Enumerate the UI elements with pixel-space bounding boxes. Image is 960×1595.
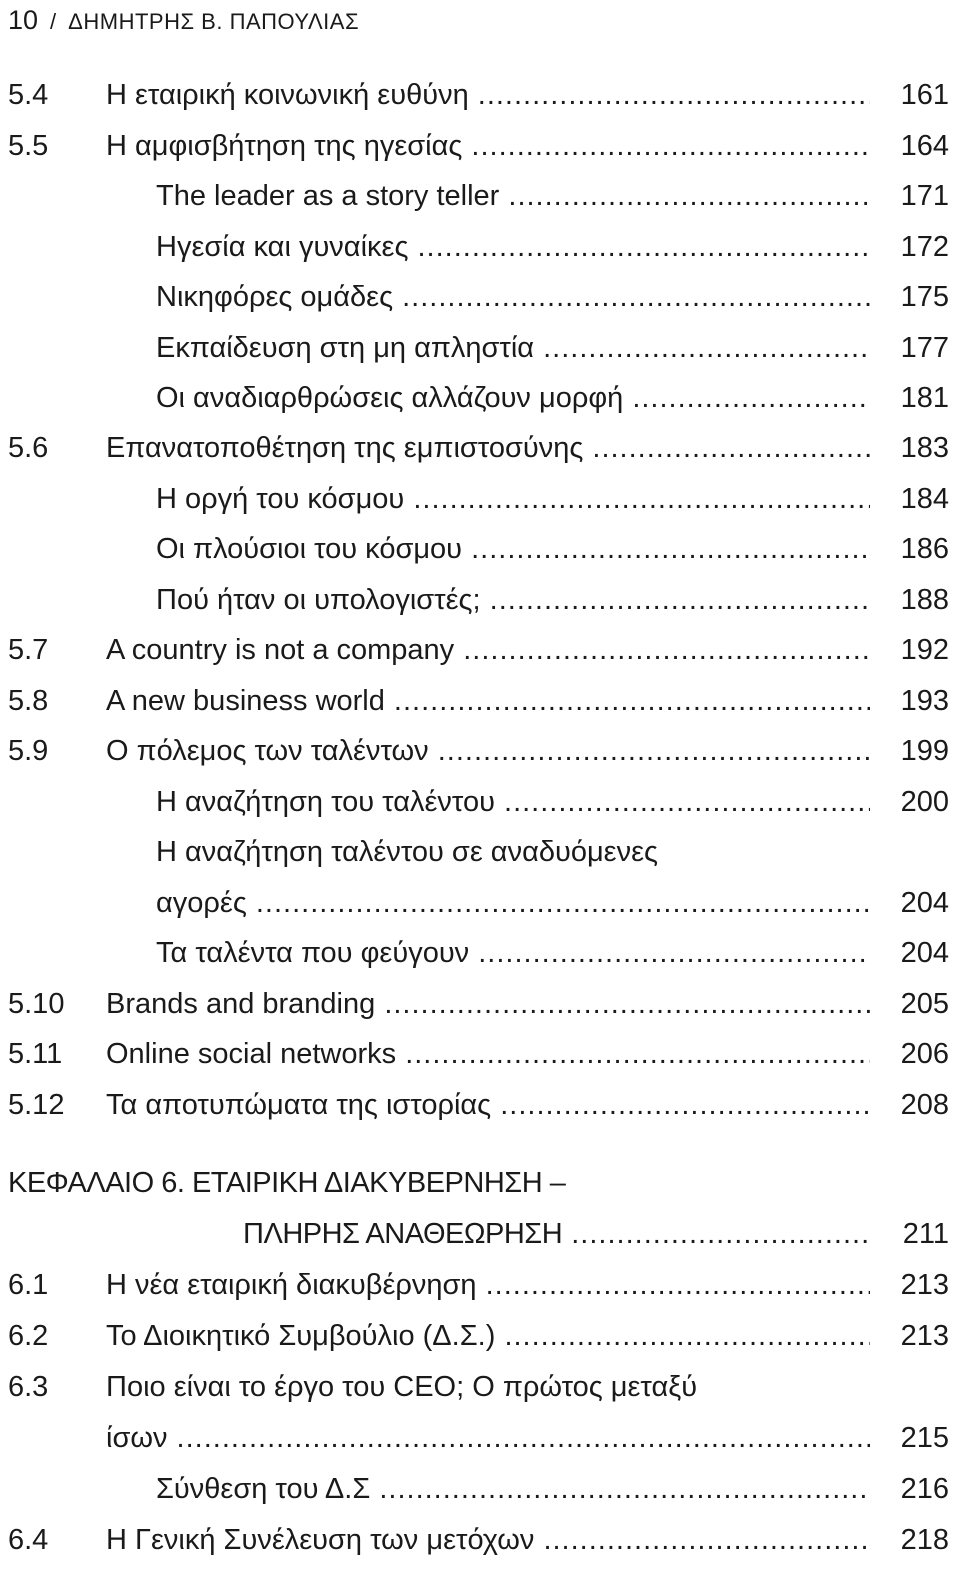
entry-title: Η αμφισβήτηση της ηγεσίας ..... — [106, 121, 870, 171]
entry-title: A country is not a company ..... — [106, 625, 870, 675]
entry-title: Νικηφόρες ομάδες ..... — [156, 272, 870, 322]
entry-title: Επανατοποθέτηση της εμπιστοσύνης ..... — [106, 423, 870, 473]
chapter-heading: ΚΕΦΑΛΑΙΟ 6. ΕΤΑΙΡΙΚΗ ΔΙΑΚΥΒΕΡΝΗΣΗ – — [8, 1167, 566, 1199]
chapter-page: 211 — [902, 1218, 949, 1250]
entry-number: 5.12 — [8, 1089, 65, 1121]
entry-number: 6.2 — [8, 1320, 49, 1352]
entry-number: 5.9 — [8, 735, 49, 767]
entry-title: Η Γενική Συνέλευση των μετόχων ..... — [106, 1515, 870, 1565]
entry-title: Η οργή του κόσμου ..... — [156, 474, 870, 524]
toc-entry — [0, 373, 960, 423]
entry-page: 193 — [900, 685, 949, 717]
entry-title: Ηγεσία και γυναίκες ..... — [156, 222, 870, 272]
toc-entry — [0, 827, 960, 877]
author-name: ΔΗΜΗΤΡΗΣ Β. ΠΑΠΟΥΛΙΑΣ — [68, 9, 360, 34]
toc-entry — [0, 726, 960, 776]
entry-title: Η αναζήτηση ταλέντου σε αναδυόμενες — [156, 836, 659, 868]
entry-title: Η νέα εταιρική διακυβέρνηση ..... — [106, 1260, 870, 1310]
entry-page: 186 — [900, 533, 949, 565]
entry-title: Οι πλούσιοι του κόσμου ..... — [156, 524, 870, 574]
entry-title: Τα ταλέντα που φεύγουν ..... — [156, 928, 870, 978]
entry-title: Η αναζήτηση του ταλέντου ..... — [156, 777, 870, 827]
toc-entry — [0, 676, 960, 726]
entry-title: A new business world ..... — [106, 676, 870, 726]
entry-title: Οι αναδιαρθρώσεις αλλάζουν μορφή ..... — [156, 373, 870, 423]
page-number: 10 — [8, 5, 39, 35]
entry-page: 216 — [900, 1473, 949, 1505]
entry-number: 5.8 — [8, 685, 49, 717]
chapter-heading-line2 — [0, 1209, 960, 1259]
toc-entry — [0, 171, 960, 221]
toc-entry — [0, 1311, 960, 1361]
entry-page: 213 — [900, 1320, 949, 1352]
entry-title: Ο πόλεμος των ταλέντων ..... — [106, 726, 870, 776]
entry-number: 6.1 — [8, 1269, 49, 1301]
header-separator: / — [50, 9, 57, 34]
entry-page: 218 — [900, 1524, 949, 1556]
toc-entry — [0, 222, 960, 272]
entry-page: 204 — [900, 887, 949, 919]
entry-title: Online social networks ..... — [106, 1029, 870, 1079]
toc-entry — [0, 474, 960, 524]
entry-page: 172 — [900, 231, 949, 263]
toc-entry — [0, 625, 960, 675]
entry-page: 215 — [900, 1422, 949, 1454]
entry-number: 5.10 — [8, 988, 65, 1020]
entry-page: 199 — [900, 735, 949, 767]
entry-page: 183 — [900, 432, 949, 464]
toc-entry — [0, 1464, 960, 1514]
entry-number: 6.4 — [8, 1524, 49, 1556]
entry-number: 5.6 — [8, 432, 49, 464]
toc-entry — [0, 1029, 960, 1079]
entry-page: 171 — [900, 180, 949, 212]
toc-entry — [0, 272, 960, 322]
toc-entry — [0, 1413, 960, 1463]
entry-page: 208 — [900, 1089, 949, 1121]
toc-entry — [0, 121, 960, 171]
entry-page: 206 — [900, 1038, 949, 1070]
toc-entry — [0, 1080, 960, 1130]
toc-entry — [0, 575, 960, 625]
entry-page: 200 — [900, 786, 949, 818]
entry-number: 5.4 — [8, 79, 49, 111]
entry-title: Τα αποτυπώματα της ιστορίας ..... — [106, 1080, 870, 1130]
entry-title: The leader as a story teller ..... — [156, 171, 870, 221]
chapter-subtitle: ΠΛΗΡΗΣ ΑΝΑΘΕΩΡΗΣΗ ..... — [243, 1209, 870, 1259]
entry-title: Σύνθεση του Δ.Σ ..... — [156, 1464, 870, 1514]
toc-entry — [0, 70, 960, 120]
toc-entry — [0, 928, 960, 978]
entry-page: 177 — [900, 332, 949, 364]
toc-entry — [0, 979, 960, 1029]
toc-entry — [0, 777, 960, 827]
entry-title: Πού ήταν οι υπολογιστές; ..... — [156, 575, 870, 625]
entry-title: Το Διοικητικό Συμβούλιο (Δ.Σ.) ..... — [106, 1311, 870, 1361]
entry-page: 181 — [900, 382, 949, 414]
entry-number: 5.5 — [8, 130, 49, 162]
entry-title: Ποιο είναι το έργο του CEO; Ο πρώτος μεταξύ — [106, 1371, 698, 1403]
entry-number: 5.11 — [8, 1038, 63, 1070]
running-header — [8, 2, 359, 38]
entry-page: 192 — [900, 634, 949, 666]
entry-page: 188 — [900, 584, 949, 616]
entry-number: 5.7 — [8, 634, 49, 666]
toc-entry — [0, 524, 960, 574]
toc-entry — [0, 878, 960, 928]
entry-title: αγορές ..... — [156, 878, 870, 928]
toc-entry — [0, 323, 960, 373]
entry-page: 213 — [900, 1269, 949, 1301]
entry-page: 161 — [900, 79, 949, 111]
entry-page: 204 — [900, 937, 949, 969]
toc-entry — [0, 1260, 960, 1310]
entry-title: ίσων ..... — [106, 1413, 870, 1463]
toc-entry — [0, 1362, 960, 1412]
entry-title: Η εταιρική κοινωνική ευθύνη ..... — [106, 70, 870, 120]
entry-title: Brands and branding ..... — [106, 979, 870, 1029]
entry-number: 6.3 — [8, 1371, 49, 1403]
entry-title: Εκπαίδευση στη μη απληστία ..... — [156, 323, 870, 373]
toc-entry — [0, 1515, 960, 1565]
entry-page: 175 — [900, 281, 949, 313]
toc-entry — [0, 423, 960, 473]
entry-page: 164 — [900, 130, 949, 162]
entry-page: 205 — [900, 988, 949, 1020]
entry-page: 184 — [900, 483, 949, 515]
